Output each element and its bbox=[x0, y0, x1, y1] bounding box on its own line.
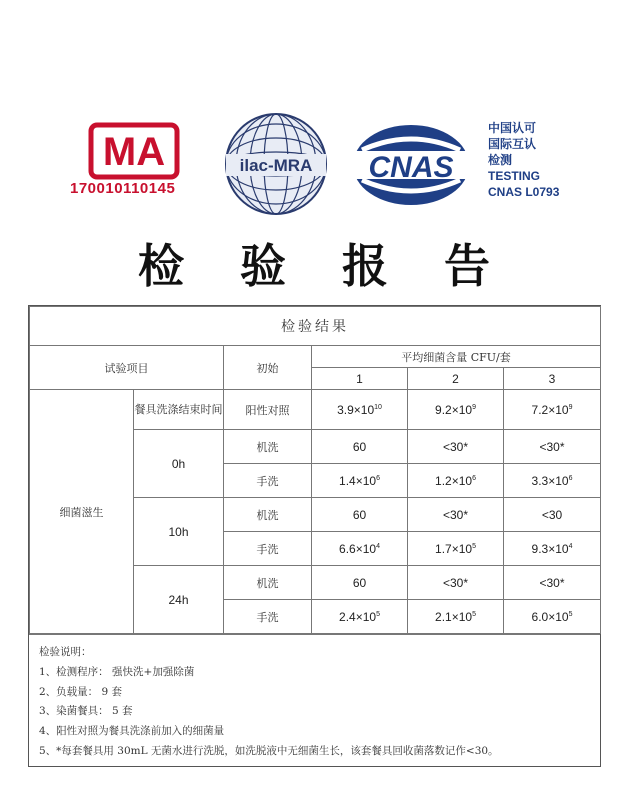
time-cell: 24h bbox=[134, 566, 224, 634]
results-report bbox=[28, 305, 601, 767]
header-initial: 初始 bbox=[224, 346, 312, 390]
time-col-title: 餐具洗涤结束时间 bbox=[134, 390, 224, 430]
value-cell: 60 bbox=[312, 430, 408, 464]
value-cell: <30* bbox=[408, 430, 504, 464]
note-line: 2、负载量： 9 套 bbox=[39, 685, 123, 698]
value-cell: $6.0\times 10^5$ bbox=[504, 600, 601, 634]
category-cell: 细菌滋生 bbox=[30, 390, 134, 634]
title-char: 报 bbox=[342, 239, 390, 293]
value-cell: 60 bbox=[312, 498, 408, 532]
cnas-line: 检测 bbox=[488, 153, 513, 167]
cma-logo-icon bbox=[88, 122, 180, 180]
value-cell: <30 bbox=[504, 498, 601, 532]
value-cell: $3.9\times 10^{10}$ bbox=[312, 390, 408, 430]
note-line: 1、检测程序： 强快洗+加强除菌 bbox=[39, 665, 195, 678]
ilac-mark-text: ilac-MRA bbox=[239, 156, 313, 175]
note-line: 3、染菌餐具： 5 套 bbox=[39, 705, 133, 718]
test-notes bbox=[29, 634, 600, 766]
time-cell: 10h bbox=[134, 498, 224, 566]
header-col: 2 bbox=[408, 368, 504, 390]
title-char: 验 bbox=[239, 239, 288, 293]
method-cell: 机洗 bbox=[224, 430, 312, 464]
results-table bbox=[29, 306, 601, 634]
title-char: 检 bbox=[137, 239, 186, 293]
value-cell: <30* bbox=[504, 566, 601, 600]
cnas-line: TESTING bbox=[488, 169, 541, 183]
value-cell: <30* bbox=[408, 566, 504, 600]
control-label: 阳性对照 bbox=[224, 390, 312, 430]
ilac-mra-logo-icon bbox=[222, 110, 330, 218]
method-cell: 机洗 bbox=[224, 566, 312, 600]
header-col: 1 bbox=[312, 368, 408, 390]
value-cell: $9.3\times 10^4$ bbox=[504, 532, 601, 566]
report-title bbox=[0, 230, 630, 296]
note-line: 5、*每套餐具用 30mL 无菌水进行洗脱，如洗脱液中无细菌生长，该套餐具回收菌落数记作<30。 bbox=[39, 744, 499, 757]
value-cell: $6.6\times 10^4$ bbox=[312, 532, 408, 566]
value-cell: $2.4\times 10^5$ bbox=[312, 600, 408, 634]
cnas-mark-text: CNAS bbox=[368, 151, 454, 184]
table-caption: 检验结果 bbox=[30, 307, 601, 346]
header-item: 试验项目 bbox=[30, 346, 224, 390]
note-line: 4、阳性对照为餐具洗涤前加入的细菌量 bbox=[39, 725, 225, 738]
value-cell: $9.2\times 10^9$ bbox=[408, 390, 504, 430]
cma-mark-text: MA bbox=[102, 130, 166, 174]
value-cell: <30* bbox=[408, 498, 504, 532]
cnas-line: 中国认可 bbox=[488, 121, 537, 135]
value-cell: $1.2\times 10^6$ bbox=[408, 464, 504, 498]
method-cell: 手洗 bbox=[224, 600, 312, 634]
cnas-accreditation-text bbox=[488, 120, 559, 200]
value-cell: 60 bbox=[312, 566, 408, 600]
value-cell: $1.7\times 10^5$ bbox=[408, 532, 504, 566]
value-cell: <30* bbox=[504, 430, 601, 464]
cnas-logo-icon bbox=[348, 120, 474, 210]
notes-title: 检验说明： bbox=[39, 646, 92, 658]
method-cell: 机洗 bbox=[224, 498, 312, 532]
method-cell: 手洗 bbox=[224, 532, 312, 566]
certification-logos bbox=[0, 108, 630, 218]
value-cell: $2.1\times 10^5$ bbox=[408, 600, 504, 634]
time-cell: 0h bbox=[134, 430, 224, 498]
header-avg: 平均细菌含量 CFU/套 bbox=[312, 346, 601, 368]
header-col: 3 bbox=[504, 368, 601, 390]
value-cell: $7.2\times 10^9$ bbox=[504, 390, 601, 430]
title-char: 告 bbox=[444, 239, 493, 293]
value-cell: $3.3\times 10^6$ bbox=[504, 464, 601, 498]
cnas-line: CNAS L0793 bbox=[488, 185, 560, 199]
cma-number: 170010110145 bbox=[70, 180, 176, 197]
cnas-line: 国际互认 bbox=[488, 137, 537, 151]
method-cell: 手洗 bbox=[224, 464, 312, 498]
value-cell: $1.4\times 10^6$ bbox=[312, 464, 408, 498]
